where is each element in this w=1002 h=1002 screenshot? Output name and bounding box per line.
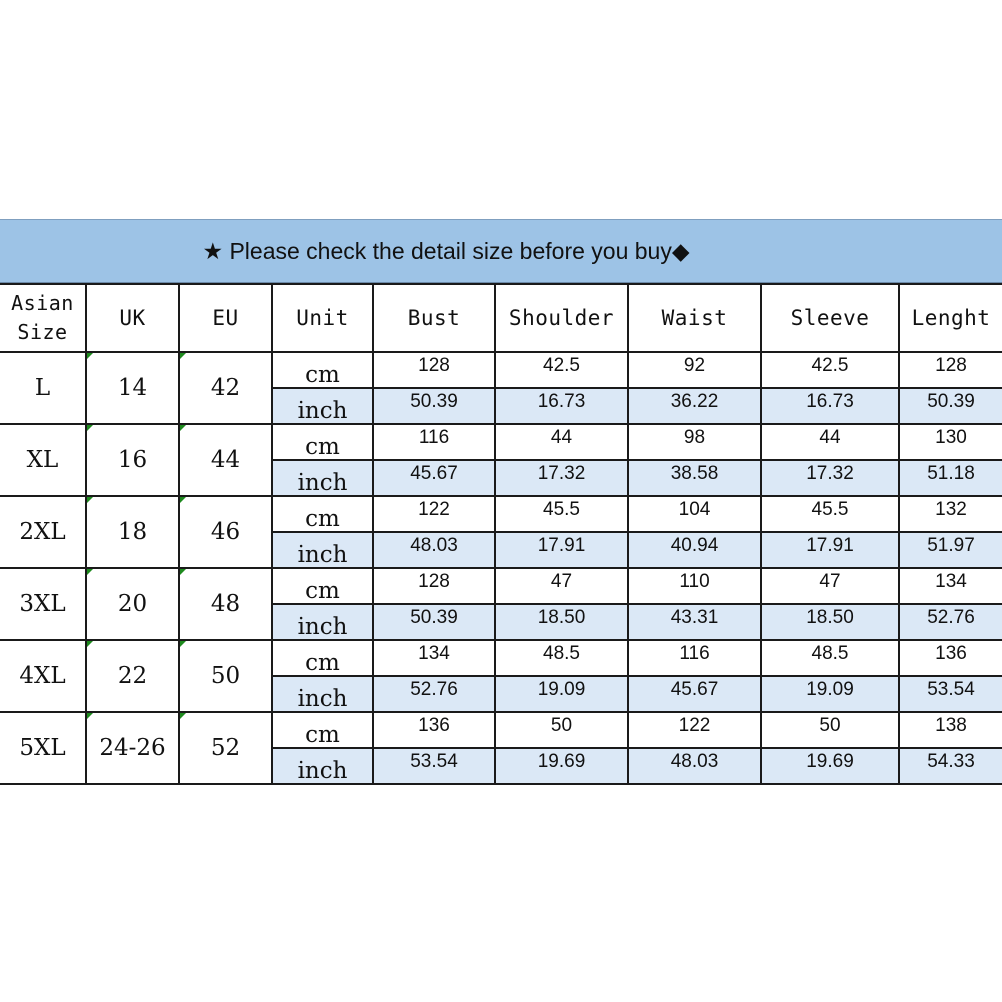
uk-size-cell [86,352,179,424]
sleeve-cm-value: 44 [761,424,899,460]
bust-inch-value: 50.39 [373,388,495,424]
shoulder-cm-value: 50 [495,712,628,748]
bust-cm-value: 134 [373,640,495,676]
shoulder-inch-value: 19.09 [495,676,628,712]
header-unit: Unit [272,284,373,352]
eu-size-cell-text: 46 [210,519,241,545]
header-asian-line1: Asian [11,291,74,315]
size-table [0,283,1002,785]
unit-cm-cell: cm [272,712,373,748]
cell-corner-mark [87,569,93,575]
shoulder-inch-value: 18.50 [495,604,628,640]
waist-inch-value: 38.58 [628,460,761,496]
waist-inch-value: 43.31 [628,604,761,640]
cell-corner-mark [87,641,93,647]
bust-inch-value: 48.03 [373,532,495,568]
waist-inch-value: 45.67 [628,676,761,712]
header-uk: UK [86,284,179,352]
waist-cm-value: 98 [628,424,761,460]
unit-inch-cell: inch [272,532,373,568]
uk-size-cell-text: 14 [117,375,148,401]
eu-size-cell [179,712,272,784]
banner-text: ★ Please check the detail size before you buy◆ [202,237,690,264]
asian-size-cell-text: XL [26,447,59,473]
length-inch-value: 54.33 [899,748,1002,784]
bust-inch-value: 50.39 [373,604,495,640]
waist-inch-value: 36.22 [628,388,761,424]
cell-corner-mark [87,425,93,431]
cell-corner-mark [87,497,93,503]
bust-cm-value: 122 [373,496,495,532]
uk-size-cell-text: 16 [117,447,148,473]
unit-cm-cell: cm [272,568,373,604]
length-cm-value: 138 [899,712,1002,748]
sleeve-cm-value: 45.5 [761,496,899,532]
length-inch-value: 53.54 [899,676,1002,712]
asian-size-cell [0,640,86,712]
header-bust: Bust [373,284,495,352]
eu-size-cell-text: 42 [210,375,241,401]
eu-size-cell [179,424,272,496]
sleeve-cm-value: 42.5 [761,352,899,388]
asian-size-cell-text: L [34,375,51,401]
bust-cm-value: 116 [373,424,495,460]
sleeve-cm-value: 50 [761,712,899,748]
uk-size-cell-text: 20 [117,591,148,617]
header-asian-size [0,284,86,352]
size-rows [0,352,1002,784]
uk-size-cell [86,640,179,712]
size-chart-banner [0,219,1002,283]
sleeve-cm-value: 48.5 [761,640,899,676]
length-cm-value: 136 [899,640,1002,676]
length-inch-value: 52.76 [899,604,1002,640]
waist-cm-value: 104 [628,496,761,532]
asian-size-cell-text: 2XL [19,519,66,545]
uk-size-cell [86,712,179,784]
uk-size-cell [86,568,179,640]
size-chart [0,219,1002,785]
sleeve-inch-value: 19.69 [761,748,899,784]
cell-corner-mark [180,497,186,503]
cell-corner-mark [180,713,186,719]
header-row [0,284,1002,352]
eu-size-cell-text: 50 [210,663,241,689]
length-cm-value: 130 [899,424,1002,460]
sleeve-inch-value: 19.09 [761,676,899,712]
shoulder-inch-value: 16.73 [495,388,628,424]
sleeve-inch-value: 17.32 [761,460,899,496]
shoulder-cm-value: 42.5 [495,352,628,388]
asian-size-cell-text: 4XL [19,663,66,689]
size-row-cm [0,496,1002,532]
unit-inch-cell: inch [272,748,373,784]
header-length: Lenght [899,284,1002,352]
size-row-cm [0,712,1002,748]
uk-size-cell [86,424,179,496]
eu-size-cell-text: 52 [210,735,241,761]
unit-cm-cell: cm [272,352,373,388]
waist-inch-value: 48.03 [628,748,761,784]
unit-inch-cell: inch [272,460,373,496]
sleeve-cm-value: 47 [761,568,899,604]
bust-inch-value: 53.54 [373,748,495,784]
cell-corner-mark [87,353,93,359]
asian-size-cell-text: 3XL [19,591,66,617]
sleeve-inch-value: 17.91 [761,532,899,568]
sleeve-inch-value: 16.73 [761,388,899,424]
sleeve-inch-value: 18.50 [761,604,899,640]
waist-cm-value: 122 [628,712,761,748]
uk-size-cell-text: 22 [117,663,148,689]
asian-size-cell-text: 5XL [19,735,66,761]
unit-inch-cell: inch [272,676,373,712]
unit-cm-cell: cm [272,496,373,532]
cell-corner-mark [87,713,93,719]
bust-cm-value: 128 [373,352,495,388]
waist-cm-value: 110 [628,568,761,604]
shoulder-inch-value: 17.32 [495,460,628,496]
header-eu: EU [179,284,272,352]
waist-inch-value: 40.94 [628,532,761,568]
asian-size-cell [0,424,86,496]
size-row-cm [0,352,1002,388]
size-row-cm [0,640,1002,676]
length-inch-value: 51.18 [899,460,1002,496]
size-row-cm [0,568,1002,604]
unit-cm-cell: cm [272,640,373,676]
shoulder-inch-value: 17.91 [495,532,628,568]
cell-corner-mark [180,569,186,575]
eu-size-cell-text: 48 [210,591,241,617]
unit-cm-cell: cm [272,424,373,460]
header-waist: Waist [628,284,761,352]
asian-size-cell [0,496,86,568]
bust-inch-value: 45.67 [373,460,495,496]
length-cm-value: 134 [899,568,1002,604]
eu-size-cell-text: 44 [210,447,241,473]
waist-cm-value: 116 [628,640,761,676]
header-sleeve: Sleeve [761,284,899,352]
cell-corner-mark [180,353,186,359]
cell-corner-mark [180,425,186,431]
eu-size-cell [179,568,272,640]
bust-cm-value: 136 [373,712,495,748]
uk-size-cell-text: 18 [117,519,148,545]
asian-size-cell [0,568,86,640]
bust-inch-value: 52.76 [373,676,495,712]
uk-size-cell [86,496,179,568]
asian-size-cell [0,352,86,424]
uk-size-cell-text: 24-26 [99,735,166,761]
length-cm-value: 128 [899,352,1002,388]
shoulder-cm-value: 44 [495,424,628,460]
header-shoulder: Shoulder [495,284,628,352]
eu-size-cell [179,640,272,712]
length-inch-value: 50.39 [899,388,1002,424]
shoulder-cm-value: 47 [495,568,628,604]
unit-inch-cell: inch [272,388,373,424]
waist-cm-value: 92 [628,352,761,388]
length-inch-value: 51.97 [899,532,1002,568]
size-row-cm [0,424,1002,460]
cell-corner-mark [180,641,186,647]
bust-cm-value: 128 [373,568,495,604]
shoulder-inch-value: 19.69 [495,748,628,784]
asian-size-cell [0,712,86,784]
shoulder-cm-value: 48.5 [495,640,628,676]
unit-inch-cell: inch [272,604,373,640]
eu-size-cell [179,352,272,424]
header-asian-line2: Size [17,320,68,344]
shoulder-cm-value: 45.5 [495,496,628,532]
eu-size-cell [179,496,272,568]
length-cm-value: 132 [899,496,1002,532]
